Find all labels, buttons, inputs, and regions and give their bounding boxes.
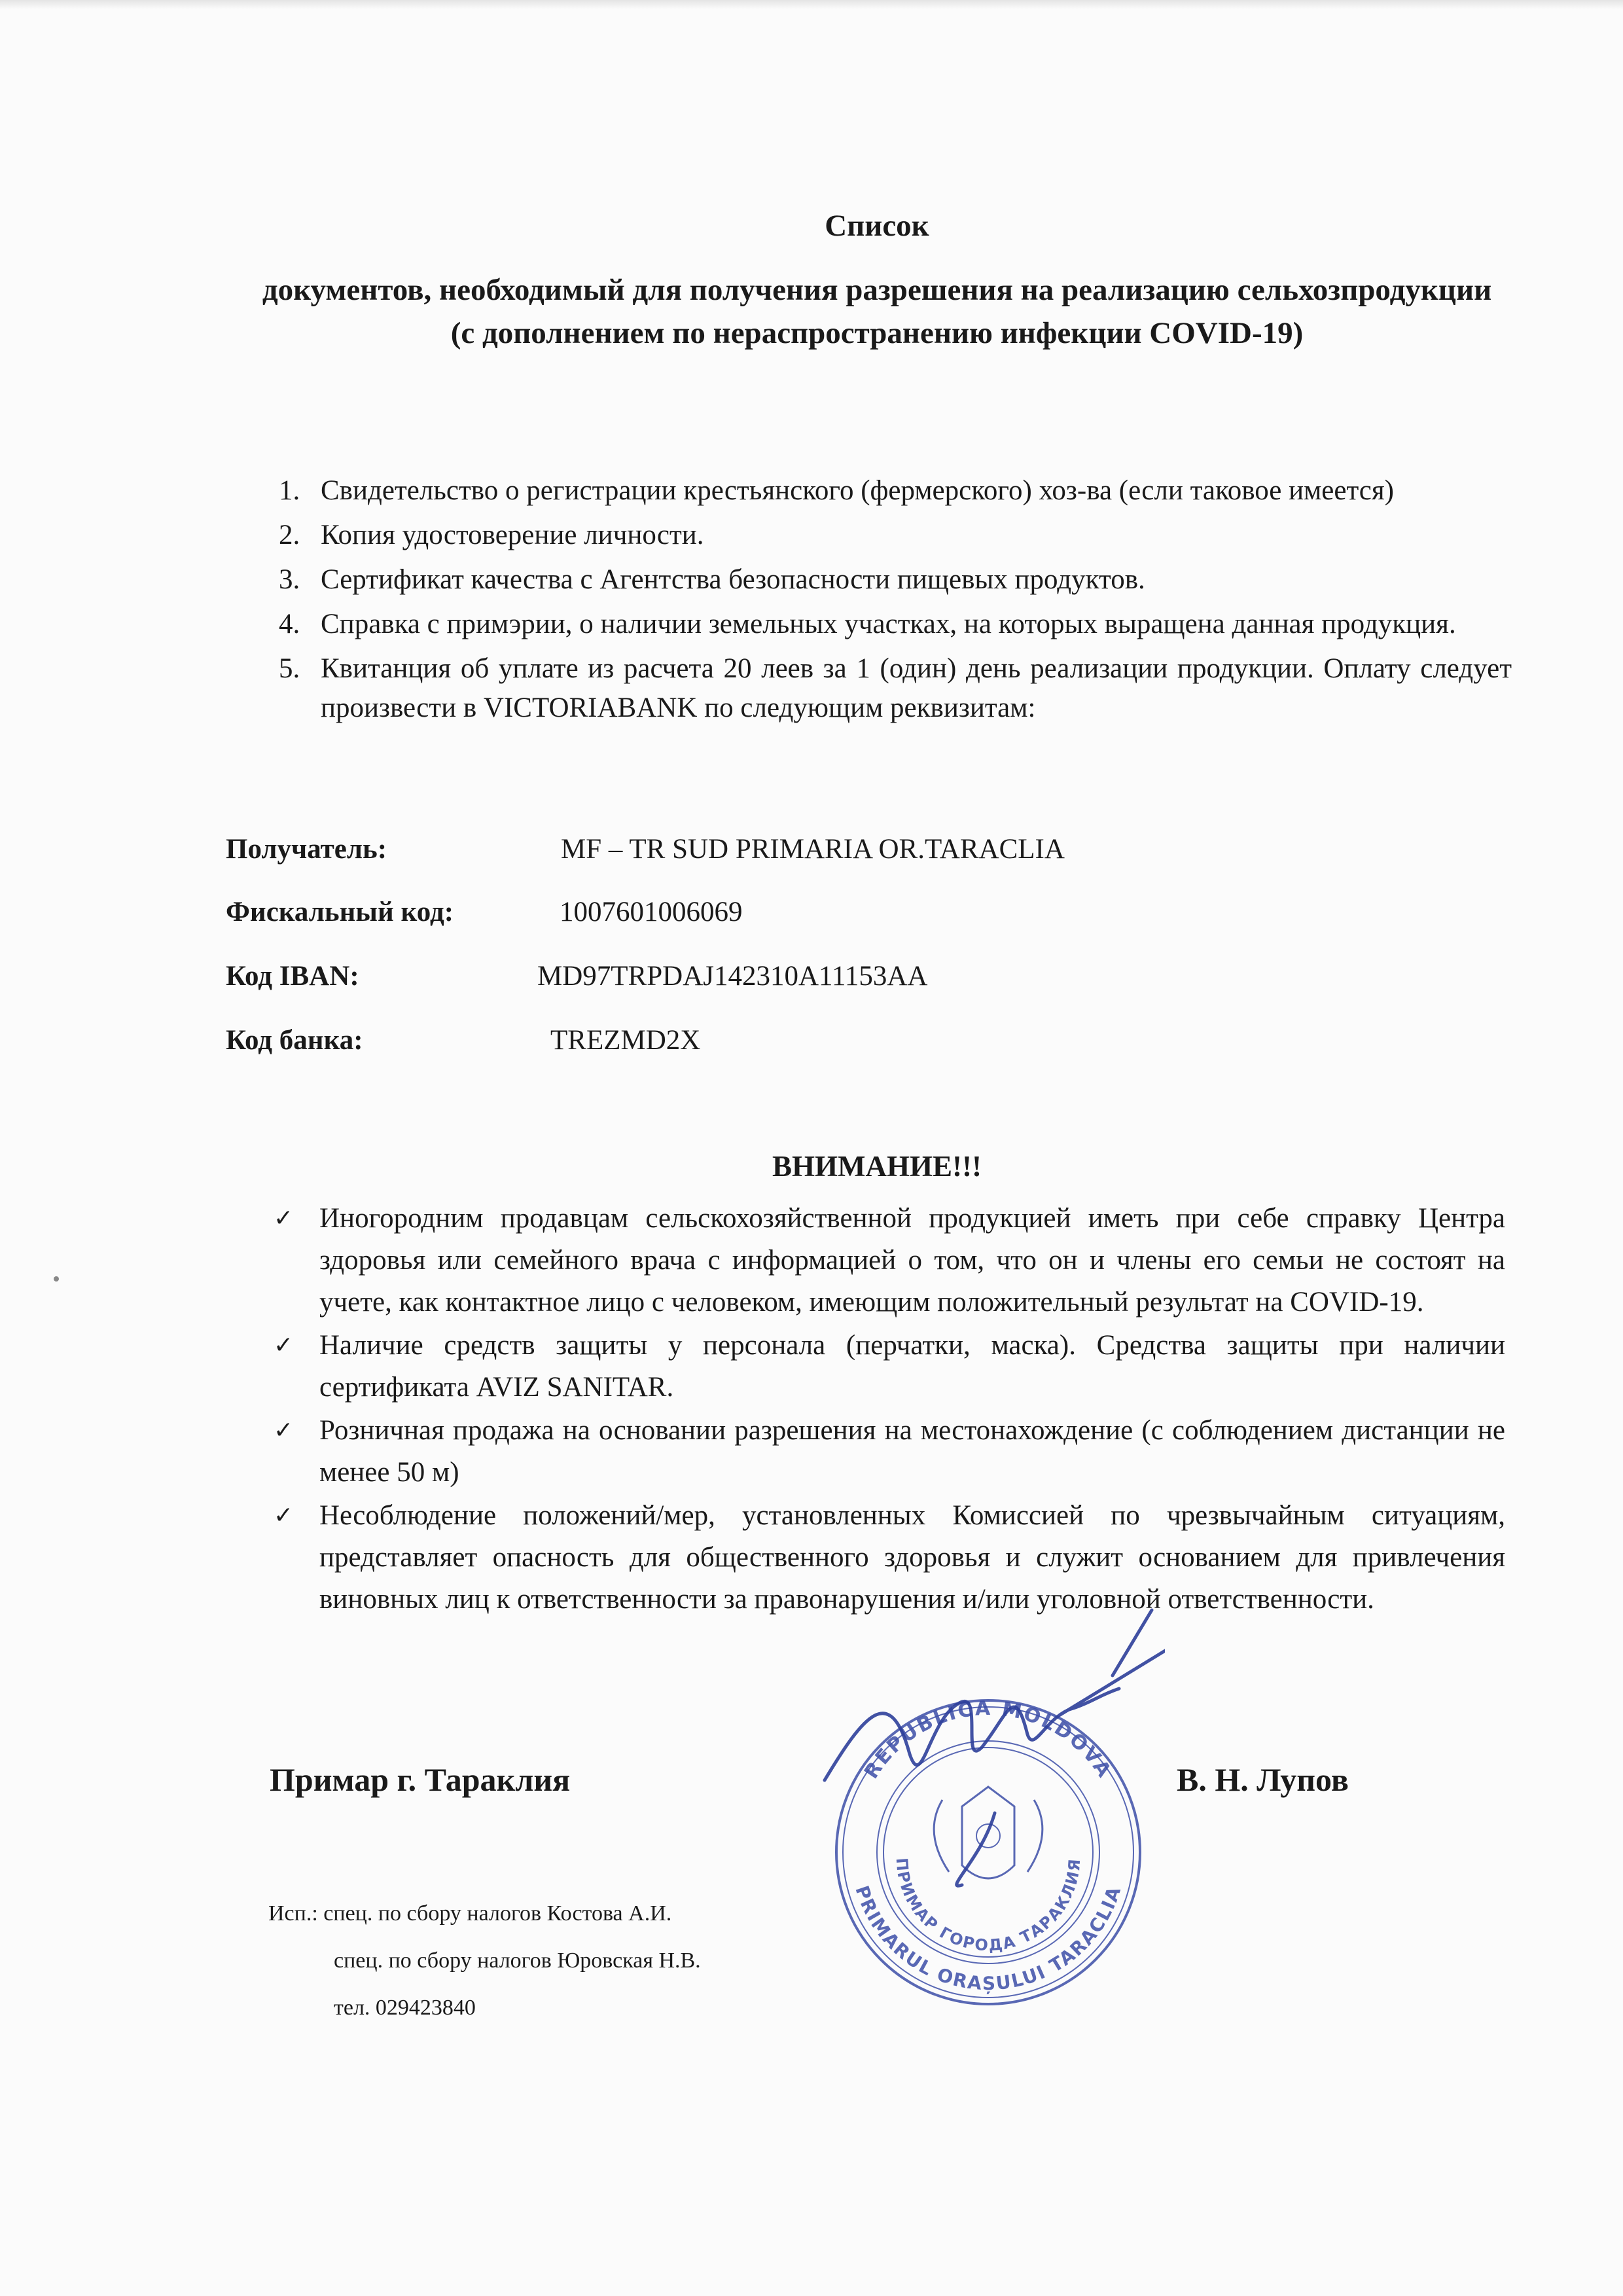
list-item <box>268 1198 1505 1323</box>
document-title: Список <box>825 209 929 243</box>
list-item <box>268 1325 1505 1408</box>
executors-block <box>268 1890 701 2032</box>
executor-line: спец. по сбору налогов Юровская Н.В. <box>334 1948 701 1973</box>
stamp-top-text: REPUBLICA MOLDOVA <box>860 1696 1116 1784</box>
checkmark-icon: ✓ <box>274 1332 294 1359</box>
rule-text: Розничная продажа на основании разрешения на местонахождение (с соблюдением дистанции не менее 50 м) <box>319 1415 1505 1488</box>
requisite-value: MF – TR SUD PRIMARIA OR.TARACLIA <box>561 834 1065 865</box>
list-item <box>255 516 1512 555</box>
item-text: Квитанция об уплате из расчета 20 леев за 1 (один) день реализации продукции. Оплату следует произвести в VICTORIABANK по следующим реквизитам: <box>321 653 1512 723</box>
scan-edge <box>0 0 1623 9</box>
stamp-inner-text: ПРИМАР ГОРОДА ТАРАКЛИЯ <box>892 1857 1084 1955</box>
requisite-label: Получатель: <box>226 834 387 865</box>
rules-list <box>268 1198 1505 1622</box>
document-subtitle: документов, необходимый для получения разрешения на реализацию сельхозпродукции (с дополнением по нераспространению инфекции COVID-19) <box>262 273 1492 350</box>
item-number: 3. <box>279 564 300 595</box>
list-item <box>255 471 1512 511</box>
item-number: 2. <box>279 520 300 550</box>
scan-speck <box>54 1276 59 1282</box>
rule-text: Несоблюдение положений/мер, установленных Комиссией по чрезвычайным ситуациям, представляет опасность для общественного здоровья и служит основанием для привлечения виновных лиц к ответственности за правонарушения и/или уголовной ответственности. <box>319 1500 1505 1615</box>
requisite-label: Код банка: <box>226 1025 363 1056</box>
requisite-value: 1007601006069 <box>560 897 743 927</box>
signatory-position: Примар г. Тараклия <box>270 1761 571 1798</box>
requisite-value: TREZMD2X <box>550 1025 701 1056</box>
item-text: Сертификат качества с Агентства безопасности пищевых продуктов. <box>321 564 1145 595</box>
list-item <box>255 649 1512 728</box>
list-item <box>255 605 1512 644</box>
checkmark-icon: ✓ <box>274 1502 294 1529</box>
requisite-label: Код IBAN: <box>226 961 359 992</box>
item-text: Справка с примэрии, о наличии земельных участках, на которых выращена данная продукция. <box>321 609 1456 639</box>
rule-text: Иногородним продавцам сельскохозяйственной продукцией иметь при себе справку Центра здоровья или семейного врача с информацией о том, что он и члены его семьи не состоят на учете, как контактное лицо с человеком, имеющим положительный результат на COVID-19. <box>319 1203 1505 1318</box>
item-text: Копия удостоверение личности. <box>321 520 704 550</box>
executor-line: Исп.: спец. по сбору налогов Костова А.И. <box>268 1901 672 1926</box>
item-number: 5. <box>279 653 300 684</box>
checkmark-icon: ✓ <box>274 1205 294 1232</box>
stamp-bottom-text: PRIMARUL ORAȘULUI TARACLIA <box>851 1882 1126 1995</box>
svg-text:ПРИМАР ГОРОДА ТАРАКЛИЯ <box>893 1857 1084 1954</box>
requisite-value: MD97TRPDAJ142310A11153AA <box>537 961 928 992</box>
item-text: Свидетельство о регистрации крестьянского (фермерского) хоз-ва (если таковое имеется) <box>321 475 1394 506</box>
signatory-name: В. Н. Лупов <box>1177 1761 1349 1798</box>
list-item <box>268 1410 1505 1494</box>
attention-heading: ВНИМАНИЕ!!! <box>772 1150 982 1183</box>
executor-phone: тел. 029423840 <box>334 1996 476 2020</box>
official-stamp-icon <box>812 1584 1165 2081</box>
requisite-label: Фискальный код: <box>226 897 454 927</box>
item-number: 1. <box>279 475 300 506</box>
checkmark-icon: ✓ <box>274 1417 294 1444</box>
rule-text: Наличие средств защиты у персонала (перчатки, маска). Средства защиты при наличии сертификата AVIZ SANITAR. <box>319 1330 1505 1403</box>
item-number: 4. <box>279 609 300 639</box>
documents-list <box>255 471 1512 733</box>
list-item <box>255 560 1512 600</box>
